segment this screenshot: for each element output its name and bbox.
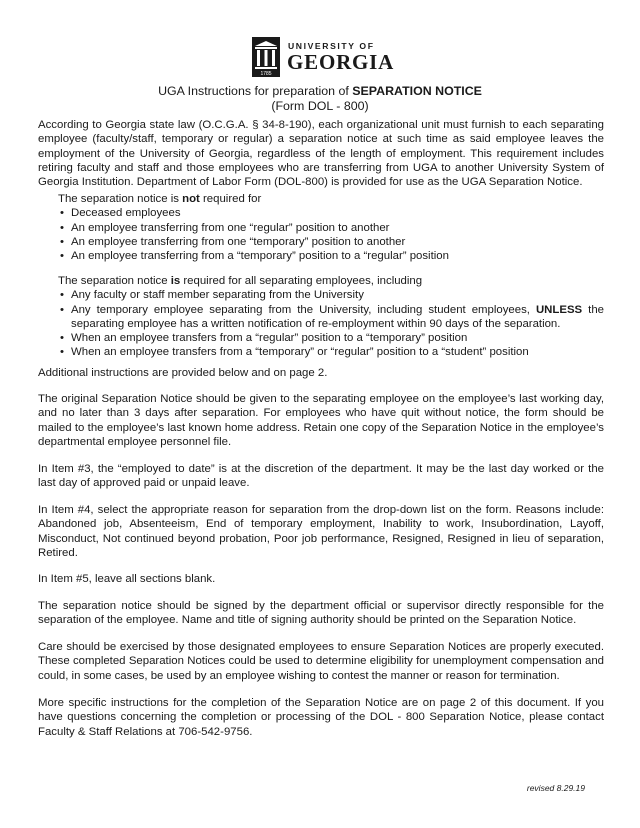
list-item: • When an employee transfers from a “temporary” or “regular” position to a “student” position (58, 345, 604, 359)
page-title: UGA Instructions for preparation of SEPARATION NOTICE (158, 84, 482, 98)
not-required-list (58, 206, 604, 263)
intro-paragraph: According to Georgia state law (O.C.G.A. § 34-8-190), each organizational unit must furnish to each separating employee (faculty/staff, temporary or regular) a separation notice at such time as said employee leaves the employment of the University of Georgia, regardless of the length of employment. This requirement includes retiring faculty and staff and those employees who are transferring from UGA to another University System of Georgia Institution. Department of Labor Form (DOL-800) is provided for use as the UGA Separation Notice. (38, 119, 604, 189)
list-item: • Any temporary employee separating from the University, including student employees, UNLESS the separating employee has a written notification of re-employment within 90 days of the separation. (58, 303, 604, 332)
care-paragraph: Care should be exercised by those designated employees to ensure Separation Notices are properly executed. These completed Separation Notices could be used to determine eligibility for unemployment compensation and could, in some cases, be used by an employee wishing to contest the manner or reason for termination. (38, 641, 604, 682)
list-item: • An employee transferring from one “regular” position to another (58, 221, 604, 235)
item4-paragraph: In Item #4, select the appropriate reason for separation from the drop-down list on the form. Reasons include: Abandoned job, Absenteeism, End of temporary employment, Inability to work, Insubordination, Layoff, Misconduct, Not continued beyond probation, Poor job performance, Resigned, Resigned in lieu of separation, Retired. (38, 504, 604, 559)
list-item: • Deceased employees (58, 206, 604, 220)
list-item: • An employee transferring from a “temporary” position to a “regular” position (58, 249, 604, 263)
original-notice-paragraph: The original Separation Notice should be given to the separating employee on the employee’s last working day, and no later than 3 days after separation. For employees who have quit without notice, the form should be mailed to the employee’s last known home address. Retain one copy of the Separation Notice in the employee’s departmental employee personnel file. (38, 393, 604, 448)
logo-text-georgia: GEORGIA (287, 50, 395, 74)
not-required-section (38, 192, 604, 263)
logo-text-university: UNIVERSITY OF (288, 41, 375, 51)
required-section (38, 274, 604, 360)
page-subtitle: (Form DOL - 800) (271, 99, 369, 113)
revised-date: revised 8.29.19 (526, 783, 585, 793)
list-item: • Any faculty or staff member separating from the University (58, 288, 604, 302)
uga-logo (252, 37, 398, 79)
additional-paragraph: Additional instructions are provided below and on page 2. (38, 367, 328, 379)
signed-paragraph: The separation notice should be signed by the department official or supervisor directly responsible for the separation of the employee. Name and title of signing authority should be printed on the Separation Notice. (38, 600, 604, 627)
item5-paragraph: In Item #5, leave all sections blank. (38, 573, 216, 585)
required-list (58, 288, 604, 359)
list-item: • When an employee transfers from a “regular” position to a “temporary” position (58, 331, 604, 345)
arch-icon (252, 37, 280, 77)
item3-paragraph: In Item #3, the “employed to date” is at the discretion of the department. It may be the last day worked or the last day of approved paid or unpaid leave. (38, 463, 604, 490)
list-item: • An employee transferring from one “temporary” position to another (58, 235, 604, 249)
svg-text:1785: 1785 (260, 71, 272, 77)
more-paragraph: More specific instructions for the completion of the Separation Notice are on page 2 of this document. If you have questions concerning the completion or processing of the DOL - 800 Separation Notice, please contact Faculty & Staff Relations at 706-542-9756. (38, 697, 604, 738)
required-lead: The separation notice is required for all separating employees, including (58, 275, 423, 287)
not-required-lead: The separation notice is not required for (58, 193, 262, 205)
